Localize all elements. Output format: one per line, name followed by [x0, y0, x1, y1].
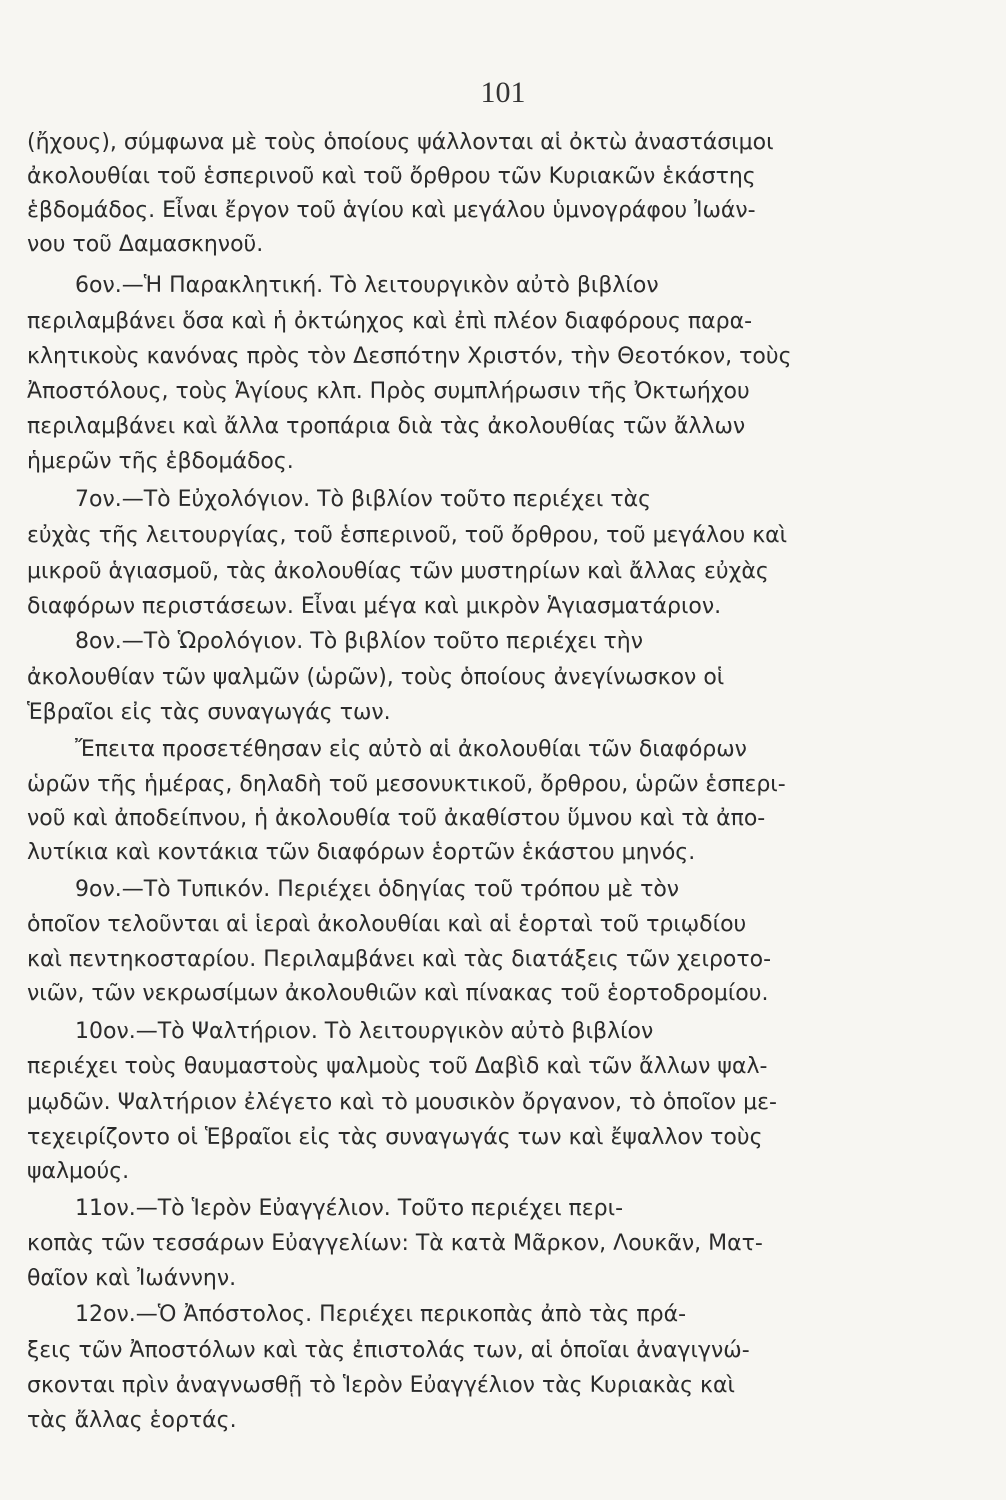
text-line: ἡμερῶν τῆς ἑβδομάδος.	[27, 449, 294, 474]
text-line: περιλαμβάνει ὅσα καὶ ἡ ὀκτώηχος καὶ ἐπὶ πλέον διαφόρους παρα-	[27, 309, 753, 334]
text-line: ἀκολουθίαν τῶν ψαλμῶν (ὡρῶν), τοὺς ὁποίους ἀνεγίνωσκον οἱ	[27, 665, 725, 690]
text-line: ἀκολουθίαι τοῦ ἑσπερινοῦ καὶ τοῦ ὄρθρου τῶν Κυριακῶν ἑκάστης	[27, 164, 756, 189]
text-line: Ἑβραῖοι εἰς τὰς συναγωγάς των.	[27, 700, 391, 725]
text-line: σκονται πρὶν ἀναγνωσθῇ τὸ Ἱερὸν Εὐαγγέλιον τὰς Κυριακὰς καὶ	[27, 1373, 735, 1398]
text-line: διαφόρων περιστάσεων. Εἶναι μέγα καὶ μικρὸν Ἁγιασματάριον.	[27, 594, 722, 619]
text-line: μῳδῶν. Ψαλτήριον ἐλέγετο καὶ τὸ μουσικὸν ὄργανον, τὸ ὁποῖον με-	[27, 1090, 777, 1115]
text-line: (ἤχους), σύμφωνα μὲ τοὺς ὁποίους ψάλλονται αἱ ὀκτὼ ἀναστάσιμοι	[27, 130, 774, 155]
text-line: 6ον.—Ἡ Παρακλητική. Τὸ λειτουργικὸν αὐτὸ βιβλίον	[75, 273, 659, 298]
text-line: τὰς ἄλλας ἑορτάς.	[27, 1408, 237, 1433]
text-line: ψαλμούς.	[27, 1159, 130, 1184]
text-line: Ἔπειτα προσετέθησαν εἰς αὐτὸ αἱ ἀκολουθίαι τῶν διαφόρων	[75, 737, 747, 762]
text-line: κοπὰς τῶν τεσσάρων Εὐαγγελίων: Τὰ κατὰ Μᾶρκον, Λουκᾶν, Ματ-	[27, 1231, 763, 1256]
text-line: θαῖον καὶ Ἰωάννην.	[27, 1266, 237, 1291]
text-line: ὁποῖον τελοῦνται αἱ ἱεραὶ ἀκολουθίαι καὶ αἱ ἑορταὶ τοῦ τριῳδίου	[27, 912, 747, 937]
text-line: λυτίκια καὶ κοντάκια τῶν διαφόρων ἑορτῶν ἑκάστου μηνός.	[27, 840, 696, 865]
text-line: τεχειρίζοντο οἱ Ἑβραῖοι εἰς τὰς συναγωγάς των καὶ ἔψαλλον τοὺς	[27, 1125, 763, 1150]
text-line: κλητικοὺς κανόνας πρὸς τὸν Δεσπότην Χριστόν, τὴν Θεοτόκον, τοὺς	[27, 344, 792, 369]
text-line: ὡρῶν τῆς ἡμέρας, δηλαδὴ τοῦ μεσονυκτικοῦ, ὄρθρου, ὡρῶν ἑσπερι-	[27, 772, 786, 797]
text-line: 12ον.—Ὁ Ἀπόστολος. Περιέχει περικοπὰς ἀπὸ τὰς πρά-	[75, 1302, 687, 1327]
text-line: νου τοῦ Δαμασκηνοῦ.	[27, 232, 264, 257]
text-line: περιλαμβάνει καὶ ἄλλα τροπάρια διὰ τὰς ἀκολουθίας τῶν ἄλλων	[27, 414, 746, 439]
text-line: 7ον.—Τὸ Εὐχολόγιον. Τὸ βιβλίον τοῦτο περιέχει τὰς	[75, 487, 651, 512]
text-line: 9ον.—Τὸ Τυπικόν. Περιέχει ὁδηγίας τοῦ τρόπου μὲ τὸν	[75, 877, 680, 902]
text-line: νιῶν, τῶν νεκρωσίμων ἀκολουθιῶν καὶ πίνακας τοῦ ἑορτοδρομίου.	[27, 981, 769, 1006]
text-line: μικροῦ ἁγιασμοῦ, τὰς ἀκολουθίας τῶν μυστηρίων καὶ ἄλλας εὐχὰς	[27, 559, 769, 584]
text-line: Ἀποστόλους, τοὺς Ἁγίους κλπ. Πρὸς συμπλήρωσιν τῆς Ὀκτωήχου	[27, 379, 750, 404]
text-line: ξεις τῶν Ἀποστόλων καὶ τὰς ἐπιστολάς των, αἱ ὁποῖαι ἀναγιγνώ-	[27, 1338, 750, 1363]
text-line: περιέχει τοὺς θαυμαστοὺς ψαλμοὺς τοῦ Δαβὶδ καὶ τῶν ἄλλων ψαλ-	[27, 1054, 768, 1079]
text-line: ἑβδομάδος. Εἶναι ἔργον τοῦ ἁγίου καὶ μεγάλου ὑμνογράφου Ἰωάν-	[27, 198, 756, 223]
text-line: νοῦ καὶ ἀποδείπνου, ἡ ἀκολουθία τοῦ ἀκαθίστου ὕμνου καὶ τὰ ἀπο-	[27, 806, 766, 831]
text-line: 10ον.—Τὸ Ψαλτήριον. Τὸ λειτουργικὸν αὐτὸ βιβλίον	[75, 1019, 654, 1044]
text-line: καὶ πεντηκοσταρίου. Περιλαμβάνει καὶ τὰς διατάξεις τῶν χειροτο-	[27, 947, 772, 972]
body-text	[0, 128, 1006, 1500]
text-line: εὐχὰς τῆς λειτουργίας, τοῦ ἑσπερινοῦ, τοῦ ὄρθρου, τοῦ μεγάλου καὶ	[27, 523, 788, 548]
page-number: 101	[480, 76, 526, 109]
text-line: 8ον.—Τὸ Ὡρολόγιον. Τὸ βιβλίον τοῦτο περιέχει τὴν	[75, 629, 643, 654]
text-line: 11ον.—Τὸ Ἱερὸν Εὐαγγέλιον. Τοῦτο περιέχει περι-	[75, 1196, 624, 1221]
